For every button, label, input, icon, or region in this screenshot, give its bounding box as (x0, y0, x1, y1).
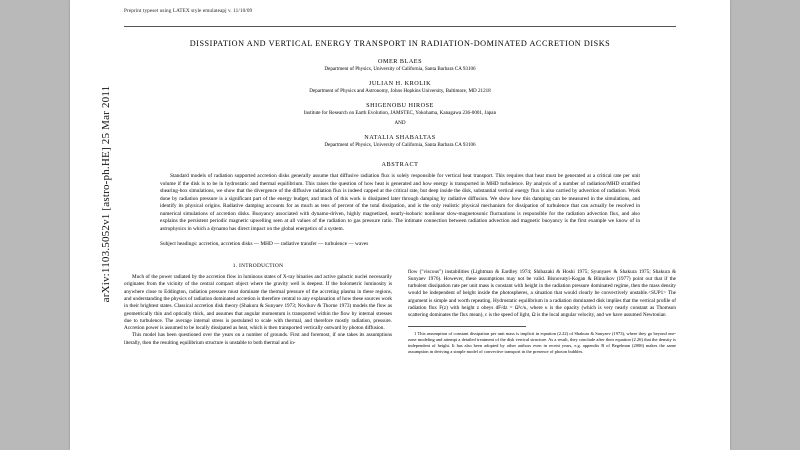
author-name-3: SHIGENOBU HIROSE (366, 102, 434, 109)
intro-paragraph-1: Much of the power radiated by the accretion flow in luminous states of X-ray binaries and active galactic nuclei necessarily originates from the vicinity of the central compact object where the gravity well is deepest. If the bolometric luminosity is anywhere close to Eddington, radiation pressure must dominate the thermal pressure of the accreting plasma in these regions, and understanding the physics of radiation dominated accretion is therefore central to any explanation of how these sources work in their brightest states. Classical accretion disk theory (Shakura & Sunyaev 1973; Novikov & Thorne 1973) models the flow as geometrically thin and optically thick, and assumes that angular momentum is transported within the flow by internal stresses due to turbulence. The average internal stress is postulated to scale with thermal, and therefore mostly radiation, pressure. Accretion power is assumed to be locally dissipated as heat, which is then transported vertically outward by photon diffusion. (124, 274, 392, 332)
author-affiliation-3: Institute for Research on Earth Evolution, JAMSTEC, Yokohama, Kanagawa 236-0001, Japan (303, 110, 497, 116)
column-right (408, 263, 676, 355)
author-name-1: OMER BLAES (377, 58, 423, 65)
preprint-line: Preprint typeset using LATEX style emulateapj v. 11/10/09 (124, 8, 253, 14)
author-affiliation-1: Department of Physics, University of California, Santa Barbara CA 93106 (324, 66, 476, 72)
author-name-2: JULIAN H. KROLIK (368, 80, 432, 87)
footnote-rule (408, 326, 526, 327)
two-column-body (124, 263, 676, 355)
intro-paragraph-3: flow ("viscous") instabilities (Lightman & Eardley 1974; Shibazaki & Hoshi 1975; Syunyaev & Shakura 1975; Shakura & Sunyaev 1976). However, these assumptions may not be valid. Bisnovatyi-Kogan & Blinnikov (1977) point out that if the turbulent dissipation rate per unit mass is constant with height in the radiation pressure dominated regime, then the mass density would be independent of height inside the photospheres, a situation that would clearly be convectively unstable.<SUP1> The argument is simple and worth repeating. Hydrostatic equilibrium in a radiation dominated disk implies that the vertical profile of radiation flux F(z) with height z obeys dF/dz = Ω²c/κ, where κ is the opacity (which is very nearly constant as Thomson scattering dominates the flux mean), c is the speed of light, Ω is the local angular velocity, and we have assumed Newtonian (408, 268, 676, 319)
arxiv-identifier-stamp: arXiv:1103.5052v1 [astro-ph.HE] 25 Mar 2011 (100, 85, 112, 303)
author-name-4: NATALIA SHABALTAS (364, 134, 436, 141)
abstract-body (160, 173, 640, 233)
subject-headings: Subject headings: accretion, accretion disks — MHD — radiative transfer — turbulence — waves (160, 241, 369, 248)
footnote-1: 1 This assumption of constant dissipation per unit mass is implicit in equation (2.22) of Shakura & Sunyaev (1973), where they go beyond one-zone modeling and attempt a detailed treatment of the disk vertical structure. As a result, they conclude after their equation (2.26) that the density is independent of height. It has also been adopted by other authors even in recent years, e.g. appendix B of Begelman (2006) makes the same assumption in deriving a simple model of convective transport in the presence of photon bubbles. (408, 330, 676, 354)
page-title: DISSIPATION AND VERTICAL ENERGY TRANSPORT IN RADIATION-DOMINATED ACCRETION DISKS (189, 39, 611, 48)
and-separator: AND (394, 120, 406, 126)
author-affiliation-2: Department of Physics and Astronomy, Johns Hopkins University, Baltimore, MD 21218 (309, 88, 491, 94)
abstract-paragraph: Standard models of radiation supported accretion disks generally assume that diffusive radiation flux is solely responsible for vertical heat transport. This requires that heat must be generated at a critical rate per unit volume if the disk is to be in hydrostatic and thermal equilibrium. This raises the question of how heat is generated and how energy is transported in MHD turbulence. By analysis of a number of radiation/MHD stratified shearing-box simulations, we show that the divergence of the diffusive radiation flux is indeed capped at the critical rate, but deep inside the disk, substantial vertical energy flux is also carried by advection of radiation. Work done by radiation pressure is a significant part of the energy budget, and much of this work is dissipated later through damping by radiative diffusion. We show how this damping can be measured in the simulations, and identify its physical origins. Radiative damping accounts for as much as tens of percent of the total dissipation, and is the only realistic physical mechanism for dissipation of turbulence that can actually be resolved in numerical simulations of accretion disks. Buoyancy associated with dynamo-driven, highly magnetized, nearly-isobaric nonlinear slow-magnetosonic fluctuations is responsible for the radiation advection flux, and also explains the persistent periodic magnetic upwelling seen at all values of the radiation to gas pressure ratio. The intimate connection between radiation advection and magnetic buoyancy is the first example we know of in astrophysics in which a dynamo has direct impact on the global energetics of a system. (160, 173, 640, 232)
column-left (124, 263, 392, 355)
intro-paragraph-2: This model has been questioned over the years on a number of grounds. First and foremost, if one takes its assumptions literally, then the resulting equilibrium structure is unstable to both thermal and in- (124, 332, 392, 346)
abstract-heading: ABSTRACT (381, 161, 419, 168)
section-heading-introduction: 1. INTRODUCTION (232, 262, 284, 269)
author-affiliation-4: Department of Physics, University of California, Santa Barbara CA 93106 (324, 142, 476, 148)
header-rule (124, 26, 676, 27)
paper-page (70, 0, 730, 450)
paper-content (124, 8, 676, 446)
